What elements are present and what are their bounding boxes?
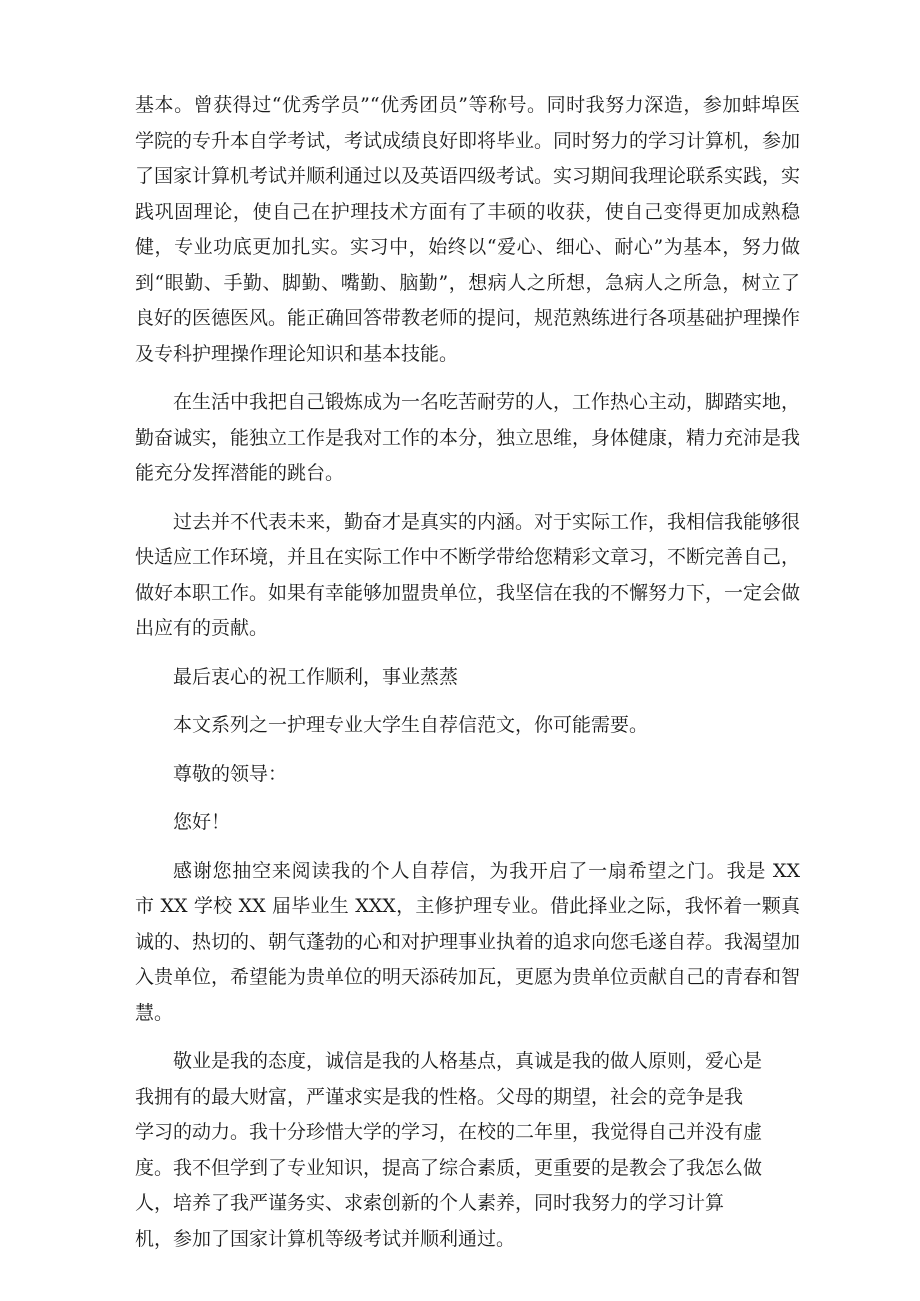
document-page [135,88,800,1270]
paragraph-attitude-line: 度。我不但学到了专业知识，提高了综合素质，更重要的是教会了我怎么做 [135,1156,763,1179]
greeting: 您好！ [173,811,231,833]
salutation: 尊敬的领导： [173,762,288,785]
paragraph-attitude-line: 人，培养了我严谨务实、求索创新的个人素养，同时我努力的学习计算 [135,1192,725,1214]
paragraph-series-note: 本文系列之一护理专业大学生自荐信范文，你可能需要。 [173,714,649,736]
paragraph-achievements: 基本。曾获得过“优秀学员”“优秀团员”等称号。同时我努力深造，参加蚌埠医学院的专升本自学考试，考试成绩良好即将毕业。同时努力的学习计算机，参加了国家计算机考试并顺利通过以及英语四级考试。实习期间我理论联系实践，实践巩固理论，使自己在护理技术方面有了丰硕的收获，使自己变得更加成熟稳健，专业功底更加扎实。实习中，始终以“爱心、细心、耐心”为基本，努力做到“眼勤、手勤、脚勤、嘴勤、脑勤”，想病人之所想，急病人之所急，树立了良好的医德医风。能正确回答带教老师的提问，规范熟练进行各项基础护理操作及专科护理操作理论知识和基本技能。 [135,94,801,365]
paragraph-attitude-line: 我拥有的最大财富，严谨求实是我的性格。父母的期望，社会的竞争是我 [135,1085,744,1108]
paragraph-attitude-line: 敬业是我的态度，诚信是我的人格基点，真诚是我的做人原则，爱心是 [173,1050,763,1072]
paragraph-future: 过去并不代表未来，勤奋才是真实的内涵。对于实际工作，我相信我能够很快适应工作环境，并且在实际工作中不断学带给您精彩文章习，不断完善自己，做好本职工作。如果有幸能够加盟贵单位，我坚信在我的不懈努力下，一定会做出应有的贡献。 [135,510,801,639]
paragraph-thanks: 感谢您抽空来阅读我的个人自荐信，为我开启了一扇希望之门。我是 XX 市 XX 学校 XX 届毕业生 XXX，主修护理专业。借此择业之际，我怀着一颗真诚的、热切的、朝气蓬勃的心和对护理事业执着的追求向您毛遂自荐。我渴望加入贵单位，希望能为贵单位的明天添砖加瓦，更愿为贵单位贡献自己的青春和智慧。 [135,859,801,1024]
paragraph-life: 在生活中我把自己锻炼成为一名吃苦耐劳的人，工作热心主动，脚踏实地，勤奋诚实，能独立工作是我对工作的本分，独立思维，身体健康，精力充沛是我能充分发挥潜能的跳台。 [135,391,801,484]
paragraph-attitude-line: 机，参加了国家计算机等级考试并顺利通过。 [135,1227,516,1250]
paragraph-attitude [135,1044,800,1257]
paragraph-attitude-line: 学习的动力。我十分珍惜大学的学习，在校的二年里，我觉得自己并没有虚 [135,1121,763,1143]
paragraph-closing-wish: 最后衷心的祝工作顺利，事业蒸蒸 [173,665,459,688]
